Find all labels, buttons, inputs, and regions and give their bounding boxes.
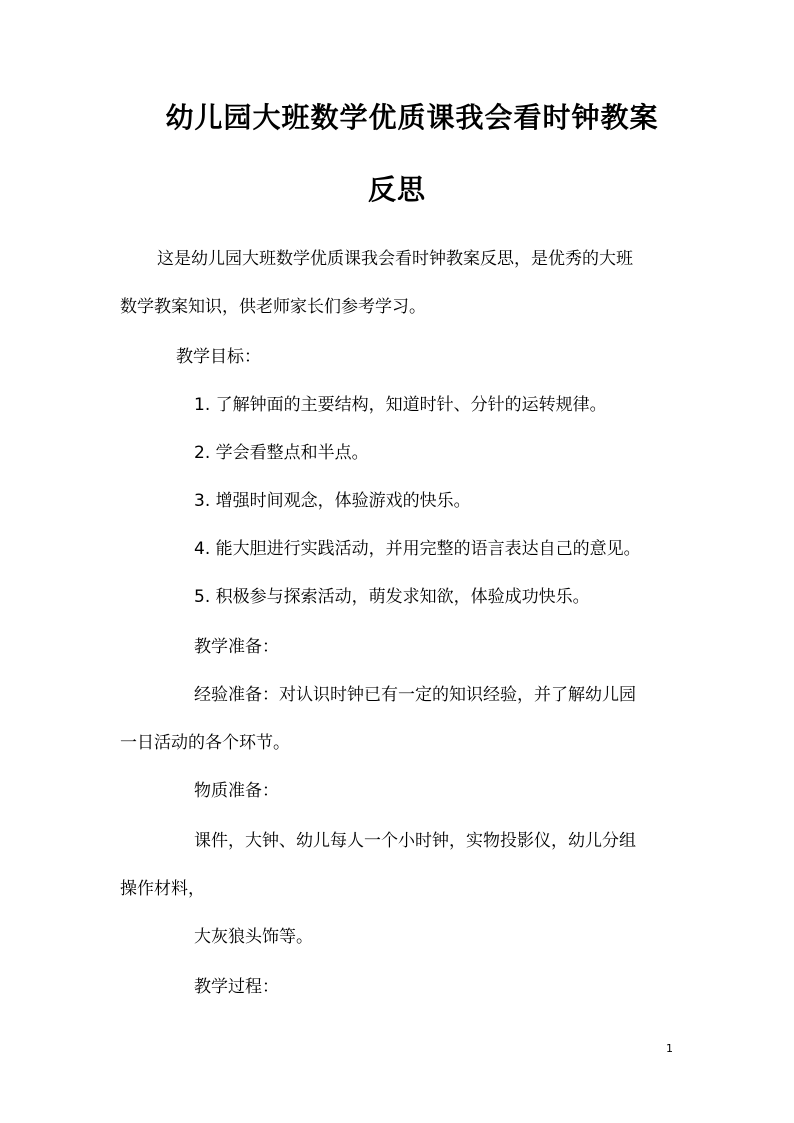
goals-heading: 教学目标：	[176, 347, 261, 367]
prep-heading: 教学准备：	[194, 637, 279, 657]
intro-paragraph-line-2: 数学教案知识，供老师家长们参考学习。	[120, 297, 426, 317]
document-title-line-1: 幼儿园大班数学优质课我会看时钟教案	[165, 101, 659, 134]
material-prep-line-1: 课件，大钟、幼儿每人一个小时钟，实物投影仪，幼儿分组	[194, 831, 636, 851]
experience-prep-line-1: 经验准备：对认识时钟已有一定的知识经验，并了解幼儿园	[194, 685, 636, 705]
intro-paragraph-line-1: 这是幼儿园大班数学优质课我会看时钟教案反思，是优秀的大班	[157, 249, 633, 269]
goal-item-3: 3. 增强时间观念，体验游戏的快乐。	[194, 491, 471, 511]
goal-item-4: 4. 能大胆进行实践活动，并用完整的语言表达自己的意见。	[194, 539, 641, 559]
process-heading: 教学过程：	[194, 977, 279, 997]
material-prep-heading: 物质准备：	[194, 781, 279, 801]
goal-item-2: 2. 学会看整点和半点。	[194, 443, 369, 463]
goal-item-1: 1. 了解钟面的主要结构，知道时针、分针的运转规律。	[194, 395, 607, 415]
material-prep-line-3: 大灰狼头饰等。	[194, 927, 313, 947]
document-title-line-2: 反思	[367, 173, 426, 206]
goal-item-5: 5. 积极参与探索活动，萌发求知欲，体验成功快乐。	[194, 587, 590, 607]
page-number: 1	[666, 1042, 673, 1055]
material-prep-line-2: 操作材料，	[120, 879, 205, 899]
experience-prep-line-2: 一日活动的各个环节。	[120, 733, 290, 753]
